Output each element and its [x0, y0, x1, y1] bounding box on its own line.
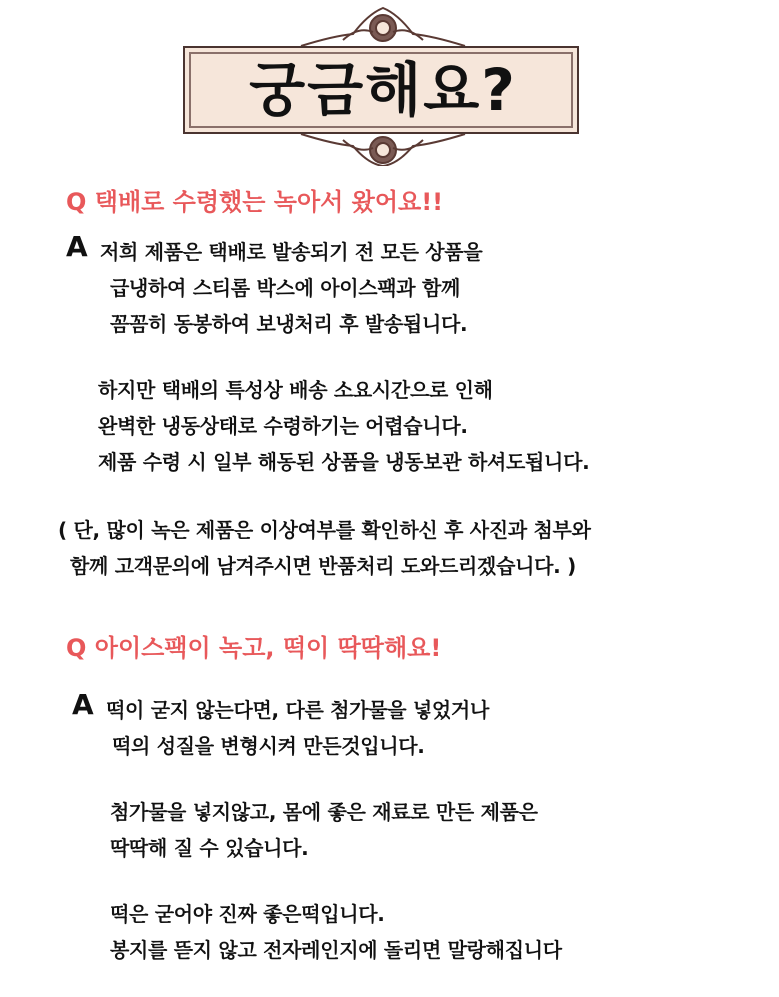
faq-answer-marker-1: A — [66, 230, 88, 263]
answer-line: 저희 제품은 택배로 발송되기 전 모든 상품을 — [100, 240, 483, 264]
answer-line: 하지만 택배의 특성상 배송 소요시간으로 인해 — [98, 378, 493, 402]
answer-line: 완벽한 냉동상태로 수령하기는 어렵습니다. — [98, 414, 468, 438]
title-banner — [183, 6, 583, 166]
answer-line: 꼼꼼히 동봉하여 보냉처리 후 발송됩니다. — [110, 312, 468, 336]
answer-line: 봉지를 뜯지 않고 전자레인지에 돌리면 말랑해집니다 — [110, 938, 562, 962]
answer-line: 딱딱해 질 수 있습니다. — [110, 836, 309, 860]
answer-line: 제품 수령 시 일부 해동된 상품을 냉동보관 하셔도됩니다. — [98, 450, 590, 474]
faq-question-1: Q 택배로 수령했는 녹아서 왔어요!! — [66, 188, 444, 216]
page-title: 궁금해요? — [249, 56, 517, 124]
faq-answer-marker-2: A — [72, 688, 94, 721]
answer-line: 떡이 굳지 않는다면, 다른 첨가물을 넣었거나 — [106, 698, 489, 722]
answer-line: 급냉하여 스티롬 박스에 아이스팩과 함께 — [110, 276, 460, 300]
answer-line: 첨가물을 넣지않고, 몸에 좋은 재료로 만든 제품은 — [110, 800, 538, 824]
answer-line: 떡은 굳어야 진짜 좋은떡입니다. — [110, 902, 385, 926]
answer-note-line: 함께 고객문의에 남겨주시면 반품처리 도와드리겠습니다. ) — [70, 554, 576, 578]
answer-note-line: ( 단, 많이 녹은 제품은 이상여부를 확인하신 후 사진과 첨부와 — [58, 518, 591, 542]
answer-line: 떡의 성질을 변형시켜 만든것입니다. — [112, 734, 425, 758]
faq-question-2: Q 아이스팩이 녹고, 떡이 딱딱해요! — [66, 634, 442, 662]
